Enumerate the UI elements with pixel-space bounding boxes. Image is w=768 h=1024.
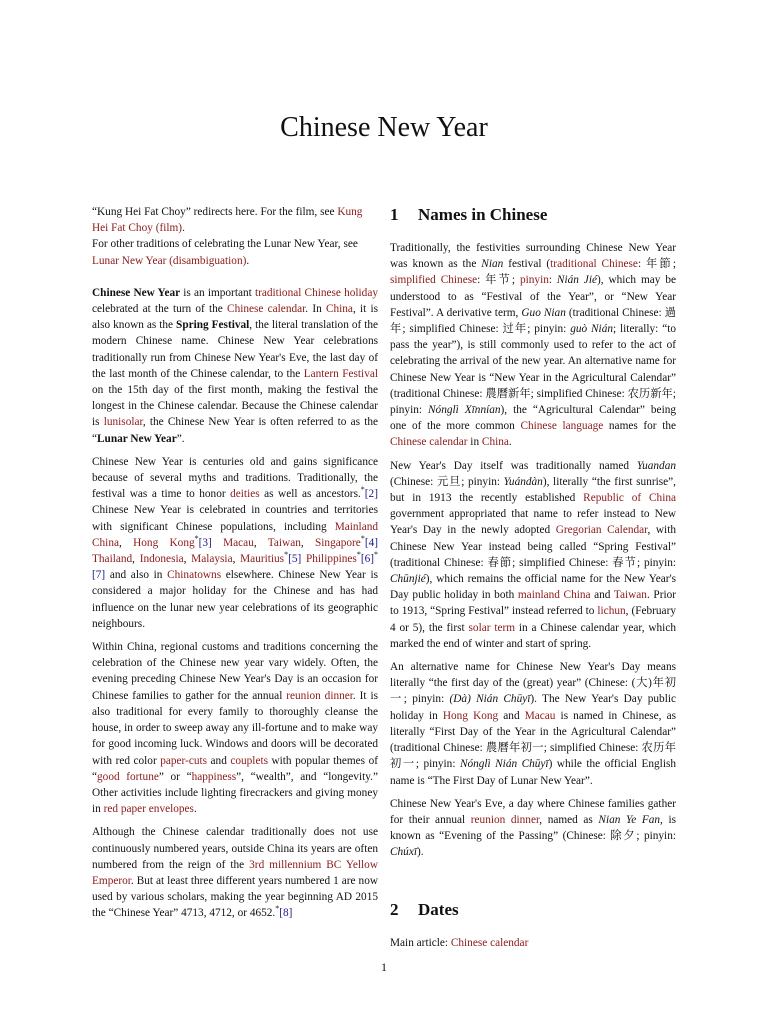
link-thailand[interactable]: Thailand: [92, 553, 133, 566]
page-title: Chinese New Year: [280, 112, 488, 143]
link-macau-2[interactable]: Macau: [524, 709, 556, 722]
link-lantern-festival[interactable]: Lantern Festival: [303, 367, 378, 380]
link-3rd-millennium-bc[interactable]: 3rd millennium BC: [249, 858, 342, 871]
citation-8[interactable]: [8]: [279, 907, 293, 920]
link-pinyin[interactable]: pinyin: [519, 274, 549, 287]
link-mauritius[interactable]: Mauritius: [240, 553, 285, 566]
paragraph-years: Although the Chinese calendar traditionally does not use continuously numbered years, outside China its years are often numbered from the reign of the 3rd millennium BC Yellow Emperor. But at least three different years numbered 1 are now used by various scholars, making the year beginning AD 2015 the “Chinese Year” 4713, 4712, or 4652.*[8]: [92, 826, 378, 920]
section-heading-names: 1 Names in Chinese: [390, 205, 548, 224]
link-traditional-chinese-holiday[interactable]: traditional Chinese holiday: [254, 286, 378, 299]
link-hong-kong-2[interactable]: Hong Kong: [442, 709, 499, 722]
citation-4[interactable]: [4]: [364, 536, 378, 549]
link-macau[interactable]: Macau: [223, 536, 254, 549]
link-paper-cuts[interactable]: paper-cuts: [160, 754, 208, 767]
link-kung-hei-fat-choy-film[interactable]: Kung Hei Fat Choy (film): [92, 206, 363, 235]
section-heading-dates: 2 Dates: [390, 899, 459, 919]
main-article-note: Main article: Chinese calendar: [390, 936, 529, 949]
paragraph-nian: Traditionally, the festivities surrounding Chinese New Year was known as the Nian festival (traditional Chinese: 年節; simplified Chinese: 年节; pinyin: Nián Jié), which may be understood to as “Festival of the Year”, or “New Year Festival”. A derivative term, Guo Nian (traditional Chinese: 過年; simplified Chinese: 过年; pinyin: guò Nián; literally: “to pass the year”), is still commonly used to refer to the act of celebrating the arrival of the new year. An alternative name for Chinese New Year is “New Year in the Agricultural Calendar” (traditional Chinese: 農曆新年; simplified Chinese: 农历新年; pinyin: Nónglì Xīnnían), the “Agricultural Calendar” being one of the more common Chinese language names for the Chinese calendar in China.: [390, 242, 677, 449]
ref-star: *: [275, 904, 280, 914]
link-red-paper-envelopes[interactable]: red paper envelopes: [103, 803, 194, 816]
link-hong-kong[interactable]: Hong Kong: [133, 536, 195, 549]
ref-star: *: [356, 550, 361, 560]
link-chinese-language[interactable]: Chinese language: [520, 420, 604, 433]
link-deities[interactable]: deities: [230, 488, 260, 501]
citation-7[interactable]: [7]: [92, 569, 106, 582]
paragraph-yuandan: New Year's Day itself was traditionally named Yuandan (Chinese: 元旦; pinyin: Yuándàn), literally “the first sunrise”, but in 1913 the recently established Republic of China government appropriated that name to refer instead to New Year's Day in the newly adopted Gregorian Calendar, with Chinese New Year instead being called “Spring Festival” (traditional Chinese: 春節; simplified Chinese: 春节; pinyin: Chūnjié), which remains the official name for the New Year's Day public holiday in both mainland China and Taiwan. Prior to 1913, “Spring Festival” instead referred to lichun, (February 4 or 5), the first solar term in a Chinese calendar year, which marked the end of winter and start of spring.: [390, 459, 677, 650]
citation-3[interactable]: [3]: [198, 536, 212, 549]
link-yellow-emperor[interactable]: Yellow Emperor: [92, 858, 378, 887]
link-lunisolar[interactable]: lunisolar: [103, 416, 143, 429]
left-column: [92, 204, 378, 929]
link-lunar-new-year-disambiguation[interactable]: Lunar New Year (disambiguation): [92, 254, 247, 267]
link-happiness[interactable]: happiness: [191, 770, 237, 783]
link-good-fortune[interactable]: good fortune: [97, 770, 159, 783]
ref-star: *: [360, 485, 365, 495]
link-chinese-calendar-2[interactable]: Chinese calendar: [390, 436, 468, 449]
paragraph-history: Chinese New Year is centuries old and gains significance because of several myths and traditions. Traditionally, the festival was a time to honor deities as well as ancestors.*[2] Chinese New Year is celebrated in countries and territories with significant Chinese populations, including Mainland China, Hong Kong*[3] Macau, Taiwan, Singapore*[4] Thailand, Indonesia, Malaysia, Mauritius*[5] Philippines*[6]*[7] and also in Chinatowns elsewhere. Chinese New Year is considered a major holiday for the Chinese and has had influence on the lunar new year celebrations of its geographic neighbours.: [92, 455, 379, 630]
link-china-2[interactable]: China: [481, 436, 509, 449]
lead-paragraph: Chinese New Year is an important traditional Chinese holiday celebrated at the turn of the Chinese calendar. In China, it is also known as the Spring Festival, the literal translation of the modern Chinese name. Chinese New Year celebrations traditionally run from Chinese New Year's Eve, the last day of the last month of the Chinese calendar, to the Lantern Festival on the 15th day of the first month, making the festival the longest in the Chinese calendar. Because the Chinese calendar is lunisolar, the Chinese New Year is often referred to as the “Lunar New Year”.: [92, 286, 378, 445]
link-mainland-china-2[interactable]: mainland China: [517, 589, 591, 602]
link-chinatowns[interactable]: Chinatowns: [167, 569, 222, 582]
link-gregorian-calendar[interactable]: Gregorian Calendar: [555, 524, 648, 537]
paragraph-customs: Within China, regional customs and traditions concerning the celebration of the Chinese new year vary widely. Often, the evening preceding Chinese New Year's Day is an occasion for Chinese families to gather for the annual reunion dinner. It is also traditional for every family to thoroughly cleanse the house, in order to sweep away any ill-fortune and to make way for good incoming luck. Windows and doors will be decorated with red color paper-cuts and couplets with popular themes of “good fortune” or “happiness”, “wealth”, and “longevity.” Other activities include lighting firecrackers and giving money in red paper envelopes.: [92, 641, 378, 816]
link-taiwan-2[interactable]: Taiwan: [613, 589, 647, 602]
ref-star: *: [194, 534, 199, 544]
link-philippines[interactable]: Philippines: [305, 553, 357, 566]
ref-star: *: [374, 550, 379, 560]
citation-5[interactable]: [5]: [288, 553, 302, 566]
citation-6[interactable]: [6]: [360, 553, 375, 566]
link-reunion-dinner-2[interactable]: reunion dinner: [470, 813, 540, 826]
link-couplets[interactable]: couplets: [230, 754, 268, 767]
link-taiwan[interactable]: Taiwan: [267, 536, 301, 549]
paragraph-new-years-eve: Chinese New Year's Eve, a day where Chinese families gather for their annual reunion dinner, named as Nian Ye Fan, is known as “Evening of the Passing” (Chinese: 除夕; pinyin: Chúxī).: [390, 797, 676, 859]
link-republic-of-china[interactable]: Republic of China: [583, 492, 676, 505]
paragraph-first-day: An alternative name for Chinese New Year's Day means literally “the first day of the (great) year” (Chinese: (大)年初一; pinyin: (Dà) Nián Chūyī). The New Year's Day public holiday in Hong Kong and Macau is named in Chinese, as literally “First Day of the Year in the Agricultural Calendar” (traditional Chinese: 農曆年初一; simplified Chinese: 农历年初一; pinyin: Nónglì Nián Chūyī) while the official English name is “The First Day of Lunar New Year”.: [390, 661, 676, 787]
link-chinese-calendar[interactable]: Chinese calendar: [227, 303, 306, 316]
hatnote-film: “Kung Hei Fat Choy” redirects here. For the film, see Kung Hei Fat Choy (film).: [92, 206, 363, 235]
page-number: 1: [381, 960, 387, 974]
link-indonesia[interactable]: Indonesia: [139, 553, 184, 566]
link-malaysia[interactable]: Malaysia: [191, 553, 233, 566]
ref-star: *: [360, 534, 365, 544]
link-mainland-china[interactable]: Mainland China: [92, 520, 378, 549]
link-lichun[interactable]: lichun: [597, 605, 626, 618]
link-china[interactable]: China: [325, 303, 353, 316]
link-reunion-dinner[interactable]: reunion dinner: [286, 689, 353, 702]
link-simplified-chinese[interactable]: simplified Chinese: [390, 274, 478, 287]
link-singapore[interactable]: Singapore: [315, 536, 361, 549]
link-main-article-chinese-calendar[interactable]: Chinese calendar: [450, 936, 529, 949]
citation-2[interactable]: [2]: [364, 488, 378, 501]
hatnote-disambiguation: For other traditions of celebrating the Lunar New Year, see Lunar New Year (disambiguation).: [92, 238, 358, 267]
ref-star: *: [284, 550, 289, 560]
link-traditional-chinese[interactable]: traditional Chinese: [550, 258, 638, 271]
link-solar-term[interactable]: solar term: [468, 621, 516, 634]
right-column: [390, 204, 676, 951]
